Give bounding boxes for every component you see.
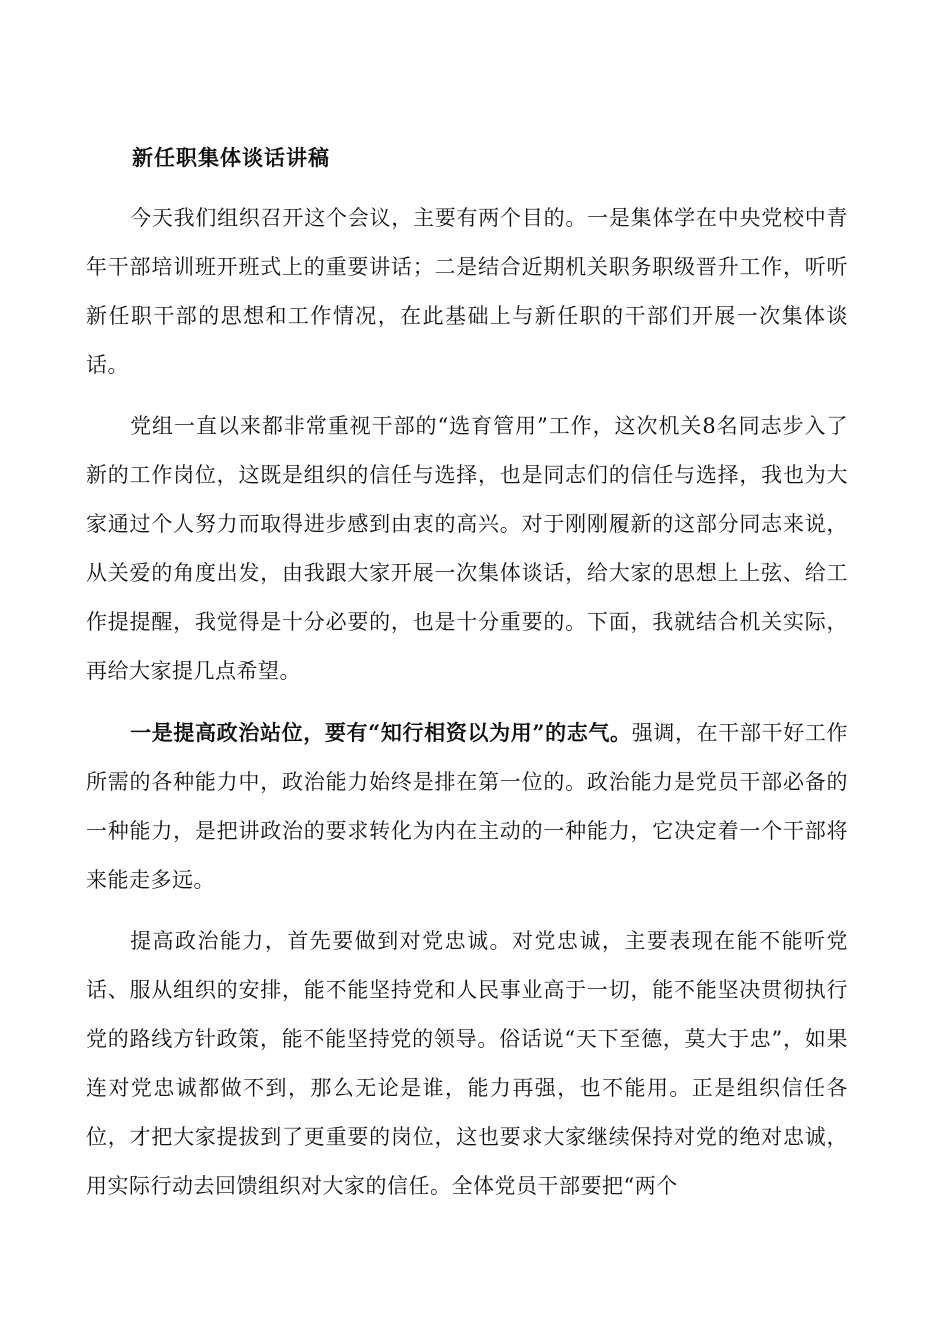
paragraph-3 bbox=[86, 708, 848, 905]
paragraph-4-text: 提高政治能力，首先要做到对党忠诚。对党忠诚，主要表现在能不能听党话、服从组织的安排，能不能坚持党和人民事业高于一切，能不能坚决贯彻执行党的路线方针政策，能不能坚持党的领导。俗话说“天下至德，莫大于忠”，如果连对党忠诚都做不到，那么无论是谁，能力再强，也不能用。正是组织信任各位，才把大家提拔到了更重要的岗位，这也要求大家继续保持对党的绝对忠诚，用实际行动去回馈组织对大家的信任。全体党员干部要把“两个 bbox=[86, 929, 848, 1198]
paragraph-1 bbox=[86, 194, 848, 390]
document-title: 新任职集体谈话讲稿 bbox=[132, 145, 330, 170]
paragraph-3-text: 强调，在干部干好工作所需的各种能力中，政治能力始终是排在第一位的。政治能力是党员干部必备的一种能力，是把讲政治的要求转化为内在主动的一种能力，它决定着一个干部将来能走多远。 bbox=[86, 721, 849, 892]
paragraph-2 bbox=[86, 402, 848, 696]
paragraph-3-lead-heading: 一是提高政治站位，要有“知行相资以为用”的志气。 bbox=[130, 720, 632, 745]
paragraph-1-text: 今天我们组织召开这个会议，主要有两个目的。一是集体学在中央党校中青年干部培训班开班式上的重要讲话；二是结合近期机关职务职级晋升工作，听听新任职干部的思想和工作情况，在此基础上与新任职的干部们开展一次集体谈话。 bbox=[86, 206, 848, 377]
paragraph-4 bbox=[86, 917, 848, 1211]
document-body bbox=[86, 138, 848, 1211]
paragraph-2-text: 党组一直以来都非常重视干部的“选育管用”工作，这次机关8名同志步入了新的工作岗位，这既是组织的信任与选择，也是同志们的信任与选择，我也为大家通过个人努力而取得进步感到由衷的高兴。对于刚刚履新的这部分同志来说，从关爱的角度出发，由我跟大家开展一次集体谈话，给大家的思想上上弦、给工作提提醒，我觉得是十分必要的，也是十分重要的。下面，我就结合机关实际，再给大家提几点希望。 bbox=[86, 414, 848, 683]
